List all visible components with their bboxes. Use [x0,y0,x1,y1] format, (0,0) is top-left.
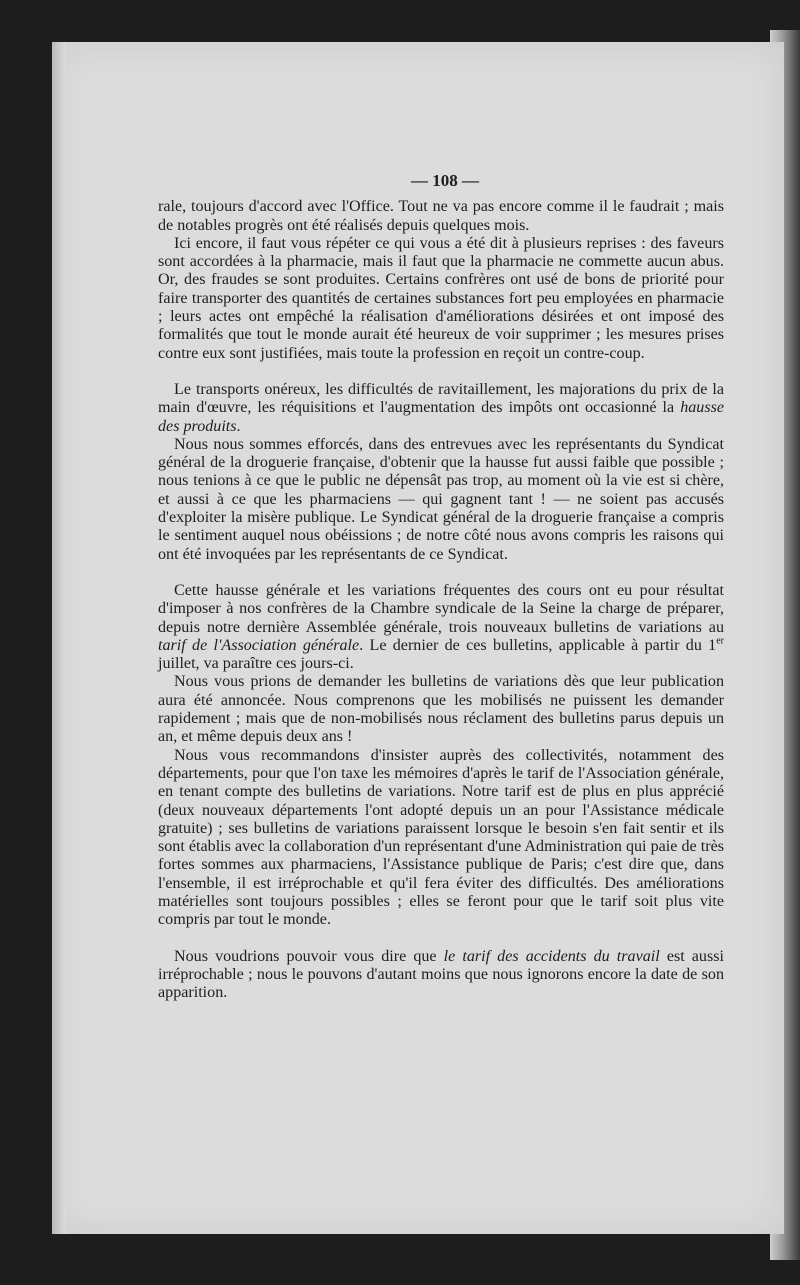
text-run: Nous vous prions de demander les bulletins de variations dès que leur publication aura été annoncée. Nous comprenons que les mobilisés ne puissent les demander rapidement ; mais que de non-mobilisés nous réclament des bulletins parus depuis un an, et même depuis deux ans ! [158,673,724,746]
text-run: . [236,417,241,435]
paragraph [158,198,724,235]
superscript-text: er [716,635,724,647]
body-text [158,198,724,1002]
italic-text: le tarif des accidents du travail [443,947,660,965]
text-run: . Le dernier de ces bulletins, applicable à partir du 1 [359,636,717,654]
page-text [158,172,724,1002]
paragraph [158,948,724,1003]
text-run: Nous vous recommandons d'insister auprès des collectivités, notamment des départements, pour que l'on taxe les mémoires d'après le tarif de l'Association générale, en tenant compte des bulletins de variations. Notre tarif est de plus en plus apprécié (deux nouveaux départements l'ont adopté depuis un an pour l'Assistance médicale gratuite) ; ses bulletins de variations paraissent lorsque le besoin s'en fait sentir et ils sont établis avec la collaboration d'un représentant d'une Administration qui paie de très fortes sommes aux pharmaciens, l'Assistance publique de Paris; c'est dire que, dans l'ensemble, il est irréprochable et qu'il fera éviter des difficultés. Des améliorations matérielles sont toujours possibles ; elles se feront pour que le tarif soit plus vite compris par tout le monde. [158,746,724,929]
paragraph [158,747,724,930]
text-run: Ici encore, il faut vous répéter ce qui vous a été dit à plusieurs reprises : des faveurs sont accordées à la pharmacie, mais il faut que la pharmacie ne commette aucun abus. Or, des fraudes se sont produites. Certains confrères ont usé de bons de priorité pour faire transporter des quantités de certaines substances fort peu employées en pharmacie ; leurs actes ont empêché la réalisation d'améliorations désirées et ont imposé des formalités que tout le monde aurait été heureux de voir supprimer ; les mesures prises contre eux sont justifiées, mais toute la profession en reçoit un contre-coup. [158,234,724,362]
italic-text: tarif de l'Association générale [158,636,360,654]
text-run: Nous voudrions pouvoir vous dire que [174,947,444,965]
paragraph [158,381,724,436]
page-number: — 108 — [411,171,479,190]
paragraph [158,582,724,673]
page-binding-edge [52,42,66,1234]
text-run: Le transports onéreux, les difficultés de ravitaillement, les majorations du prix de la main d'œuvre, les réquisitions et l'augmentation des impôts ont occasionné la [158,380,724,417]
paragraph [158,235,724,363]
text-run: Nous nous sommes efforcés, dans des entrevues avec les représentants du Syndicat général de la droguerie française, d'obtenir que la hausse fut aussi faible que possible ; nous tenions à ce que le public ne dépensât pas trop, au moment où la vie est si chère, et aussi à ce que les pharmaciens — qui gagnent tant ! — ne soient pas accusés d'exploiter la misère publique. Le Syndicat général de la droguerie française a compris le sentiment auquel nous obéissions ; de notre côté nous avons compris les raisons qui ont été invoquées par les représentants de ce Syndicat. [158,435,724,563]
text-run: rale, toujours d'accord avec l'Office. Tout ne va pas encore comme il le faudrait ; mais de notables progrès ont été réalisés depuis quelques mois. [158,198,724,234]
text-run: est aussi irréprochable ; nous le pouvons d'autant moins que nous ignorons encore la date de son apparition. [158,947,724,1002]
text-run: Cette hausse générale et les variations fréquentes des cours ont eu pour résultat d'imposer à nos confrères de la Chambre syndicale de la Seine la charge de préparer, depuis notre dernière Assemblée générale, trois nouveaux bulletins de variations au [158,581,724,636]
italic-text: hausse des produits [158,399,724,435]
paragraph [158,673,724,746]
section-gap [158,930,724,948]
section-gap [158,564,724,582]
paragraph [158,436,724,564]
text-run: juillet, va paraître ces jours-ci. [158,655,354,673]
section-gap [158,363,724,381]
